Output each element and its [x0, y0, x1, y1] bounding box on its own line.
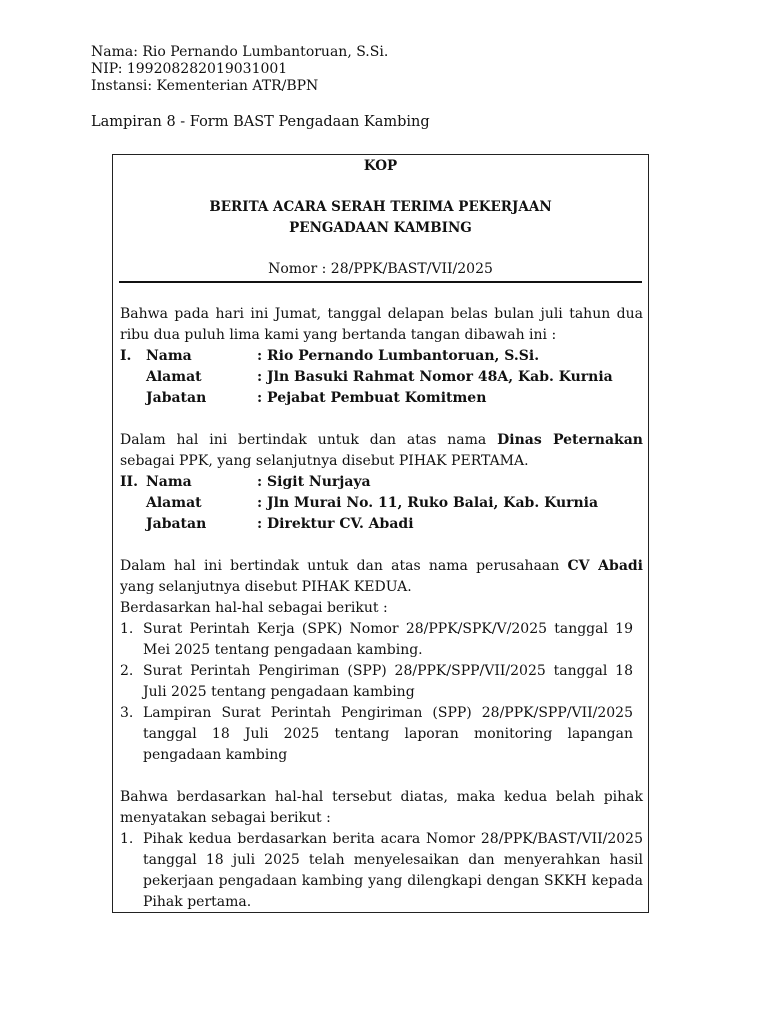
header-divider — [119, 281, 642, 283]
party-one-nama-label: Nama — [146, 348, 192, 364]
party-two-numeral: II. — [120, 474, 138, 490]
basis-item-text: Surat Perintah Kerja (SPK) Nomor 28/PPK/SPK/V/2025 tanggal 19 Mei 2025 tentang pengadaan kambing. — [143, 621, 633, 658]
basis-item-number: 2. — [120, 663, 134, 679]
party-two-jabatan-label: Jabatan — [146, 516, 207, 532]
form-number: Nomor : 28/PPK/BAST/VII/2025 — [268, 261, 493, 277]
author-header — [91, 44, 388, 95]
basis-item-text: Surat Perintah Pengiriman (SPP) 28/PPK/SPP/VII/2025 tanggal 18 Juli 2025 tentang pengadaan kambing — [143, 663, 633, 700]
party-two-alamat-label: Alamat — [146, 495, 202, 511]
form-title — [113, 197, 648, 239]
author-instansi: Instansi: Kementerian ATR/BPN — [91, 78, 319, 94]
list-item — [120, 619, 643, 661]
intro-paragraph: Bahwa pada hari ini Jumat, tanggal delapan belas bulan juli tahun dua ribu dua puluh lima kami yang bertanda tangan dibawah ini : — [120, 306, 643, 343]
party-one-details — [120, 346, 643, 409]
party-two-details — [120, 472, 643, 535]
party-two-nama-label: Nama — [146, 474, 192, 490]
party-two-alamat-value: : Jln Murai No. 11, Ruko Balai, Kab. Kurnia — [257, 495, 599, 511]
party-one-jabatan-label: Jabatan — [146, 390, 207, 406]
party-one-numeral: I. — [120, 348, 132, 364]
party-one-jabatan-value: : Pejabat Pembuat Komitmen — [257, 390, 487, 406]
basis-intro: Berdasarkan hal-hal sebagai berikut : — [120, 600, 388, 616]
bast-form — [112, 154, 649, 913]
statement-intro: Bahwa berdasarkan hal-hal tersebut diatas, maka kedua belah pihak menyatakan sebagai berikut : — [120, 789, 643, 826]
basis-item-number: 3. — [120, 705, 134, 721]
party-two-acting-before: Dalam hal ini bertindak untuk dan atas nama perusahaan — [120, 558, 568, 574]
list-item — [120, 829, 643, 913]
party-one-acting-paragraph — [120, 430, 643, 472]
author-nip: NIP: 199208282019031001 — [91, 61, 288, 77]
party-one-alamat-label: Alamat — [146, 369, 202, 385]
basis-item-text: Lampiran Surat Perintah Pengiriman (SPP) 28/PPK/SPP/VII/2025 tanggal 18 Juli 2025 tentang laporan monitoring lapangan pengadaan kambing — [143, 705, 633, 763]
statement-item-text: Pihak kedua berdasarkan berita acara Nomor 28/PPK/BAST/VII/2025 tanggal 18 juli 2025 telah menyelesaikan dan menyerahkan hasil pekerjaan pengadaan kambing yang dilengkapi dengan SKKH kepada Pihak pertama. — [143, 831, 643, 910]
form-title-line1: BERITA ACARA SERAH TERIMA PEKERJAAN — [209, 199, 552, 215]
party-two-entity: CV Abadi — [567, 558, 643, 574]
party-one-nama-value: : Rio Pernando Lumbantoruan, S.Si. — [257, 348, 540, 364]
party-one-acting-before: Dalam hal ini bertindak untuk dan atas nama — [120, 432, 498, 448]
statement-item-number: 1. — [120, 831, 134, 847]
party-two-jabatan-value: : Direktur CV. Abadi — [257, 516, 414, 532]
basis-item-number: 1. — [120, 621, 134, 637]
party-one-acting-after: sebagai PPK, yang selanjutnya disebut PIHAK PERTAMA. — [120, 453, 529, 469]
author-name: Nama: Rio Pernando Lumbantoruan, S.Si. — [91, 44, 389, 60]
form-body — [120, 304, 643, 913]
party-two-acting-after: yang selanjutnya disebut PIHAK KEDUA. — [120, 579, 412, 595]
form-title-line2: PENGADAAN KAMBING — [289, 220, 472, 236]
list-item — [120, 703, 643, 766]
attachment-title: Lampiran 8 - Form BAST Pengadaan Kambing — [91, 114, 430, 130]
party-one-alamat-value: : Jln Basuki Rahmat Nomor 48A, Kab. Kurnia — [257, 369, 613, 385]
statement-list — [120, 829, 643, 913]
list-item — [120, 661, 643, 703]
party-one-entity: Dinas Peternakan — [497, 432, 643, 448]
party-two-nama-value: : Sigit Nurjaya — [257, 474, 371, 490]
basis-list — [120, 619, 643, 766]
kop-label: KOP — [363, 158, 398, 174]
party-two-acting-paragraph — [120, 556, 643, 598]
